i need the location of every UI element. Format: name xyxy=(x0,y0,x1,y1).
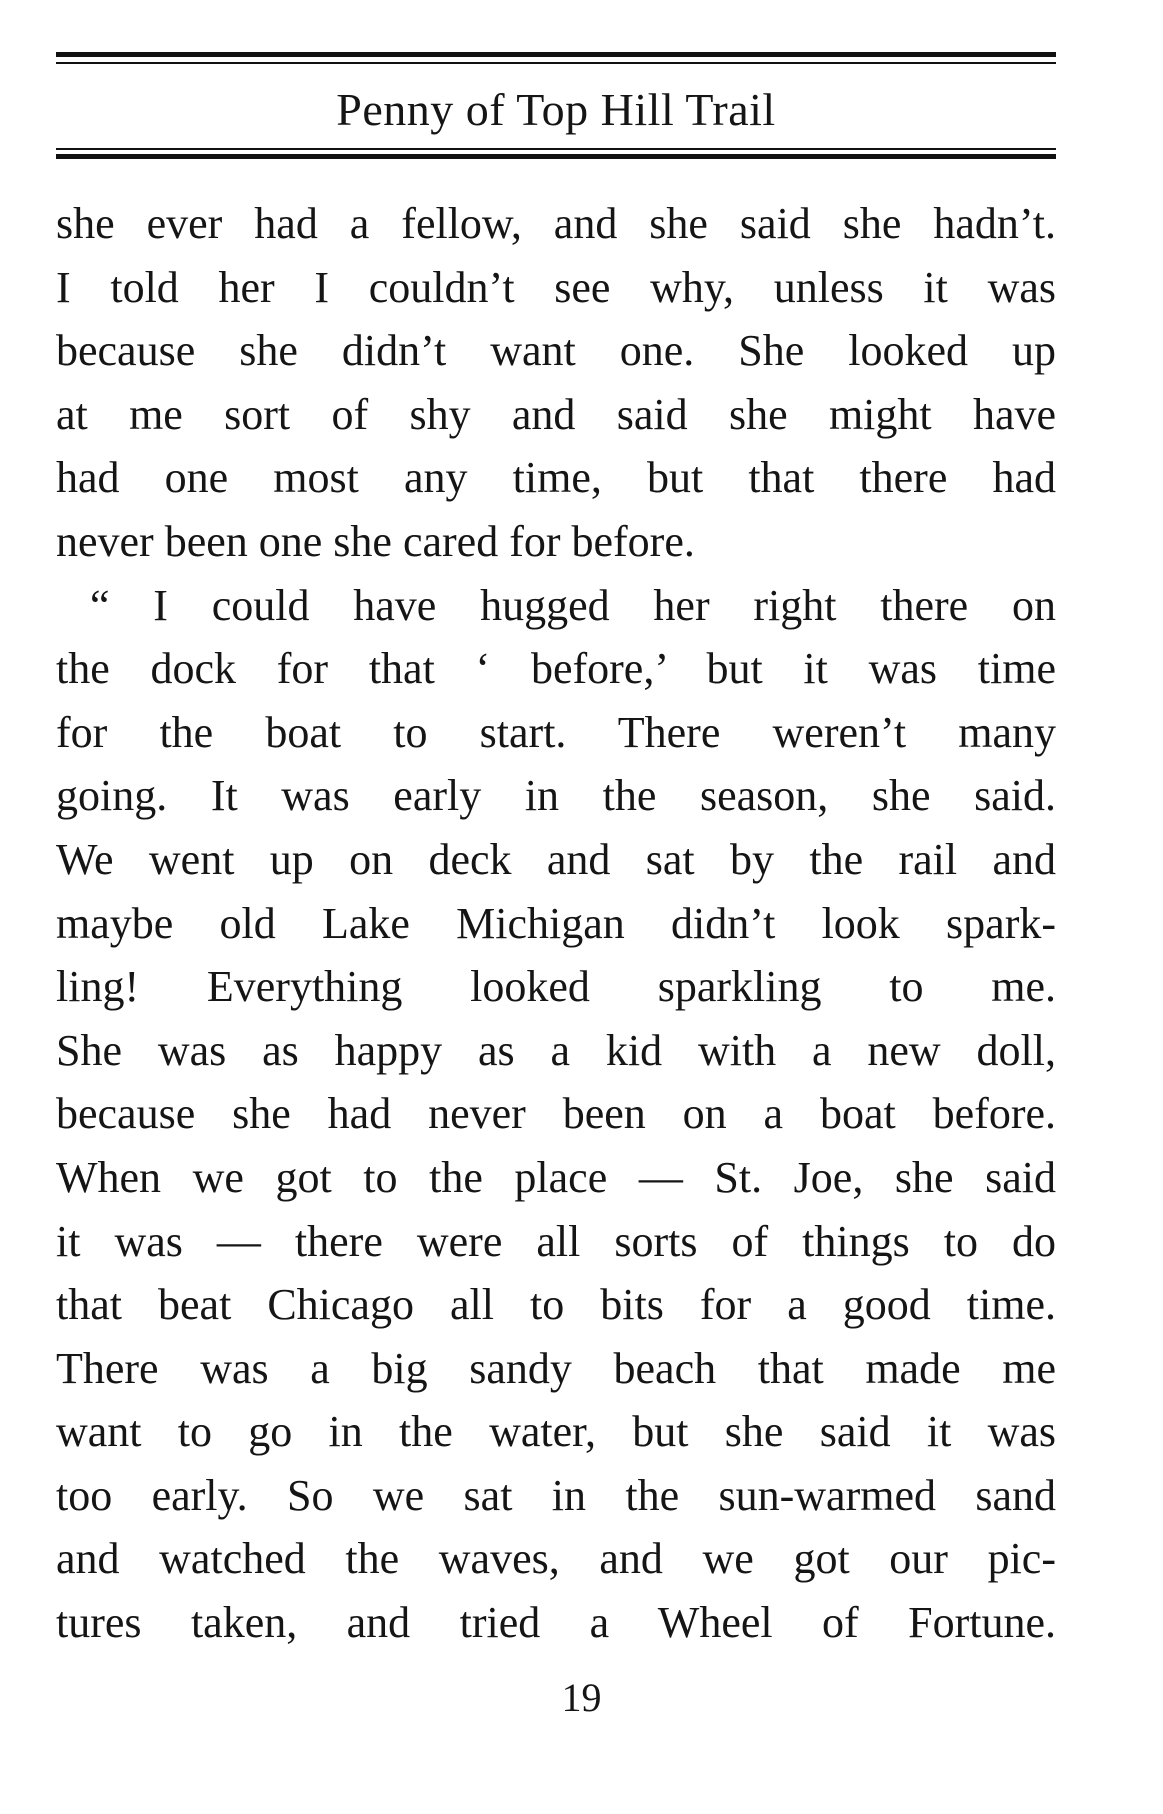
header-bottom-rule-thick xyxy=(56,154,1056,159)
text-line: and watched the waves, and we got our pic- xyxy=(56,1534,1056,1584)
header-top-rule-thick xyxy=(56,52,1056,57)
text-line: had one most any time, but that there had xyxy=(56,453,1056,503)
text-line: tures taken, and tried a Wheel of Fortune. xyxy=(56,1598,1056,1648)
body-text xyxy=(56,192,1056,1655)
text-line: She was as happy as a kid with a new doll, xyxy=(56,1025,1056,1075)
running-header: Penny of Top Hill Trail xyxy=(336,84,776,135)
text-line: for the boat to start. There weren’t many xyxy=(56,707,1056,757)
text-line: “ I could have hugged her right there on xyxy=(90,580,1056,630)
text-line: it was — there were all sorts of things to do xyxy=(56,1216,1056,1266)
page-number: 19 xyxy=(561,1675,602,1720)
text-line: never been one she cared for before. xyxy=(56,516,695,566)
header-bottom-rule-thin xyxy=(56,148,1056,150)
text-line: she ever had a fellow, and she said she hadn’t. xyxy=(56,199,1056,248)
text-line: too early. So we sat in the sun-warmed sand xyxy=(56,1470,1056,1520)
text-line: the dock for that ‘ before,’ but it was time xyxy=(56,644,1056,694)
text-line: because she didn’t want one. She looked up xyxy=(56,326,1056,376)
text-line: maybe old Lake Michigan didn’t look spark- xyxy=(56,898,1056,948)
text-line: at me sort of shy and said she might have xyxy=(56,389,1056,439)
text-line: When we got to the place — St. Joe, she said xyxy=(56,1152,1056,1202)
text-line: want to go in the water, but she said it was xyxy=(56,1407,1056,1457)
header-top-rule-thin xyxy=(56,62,1056,64)
text-line: We went up on deck and sat by the rail and xyxy=(56,834,1056,884)
text-line: ling! Everything looked sparkling to me. xyxy=(56,962,1056,1012)
text-line: I told her I couldn’t see why, unless it was xyxy=(56,262,1056,312)
text-line: There was a big sandy beach that made me xyxy=(56,1343,1056,1393)
text-line: that beat Chicago all to bits for a good time. xyxy=(56,1280,1056,1330)
text-line: because she had never been on a boat before. xyxy=(56,1089,1056,1139)
text-line: going. It was early in the season, she said. xyxy=(56,771,1056,821)
